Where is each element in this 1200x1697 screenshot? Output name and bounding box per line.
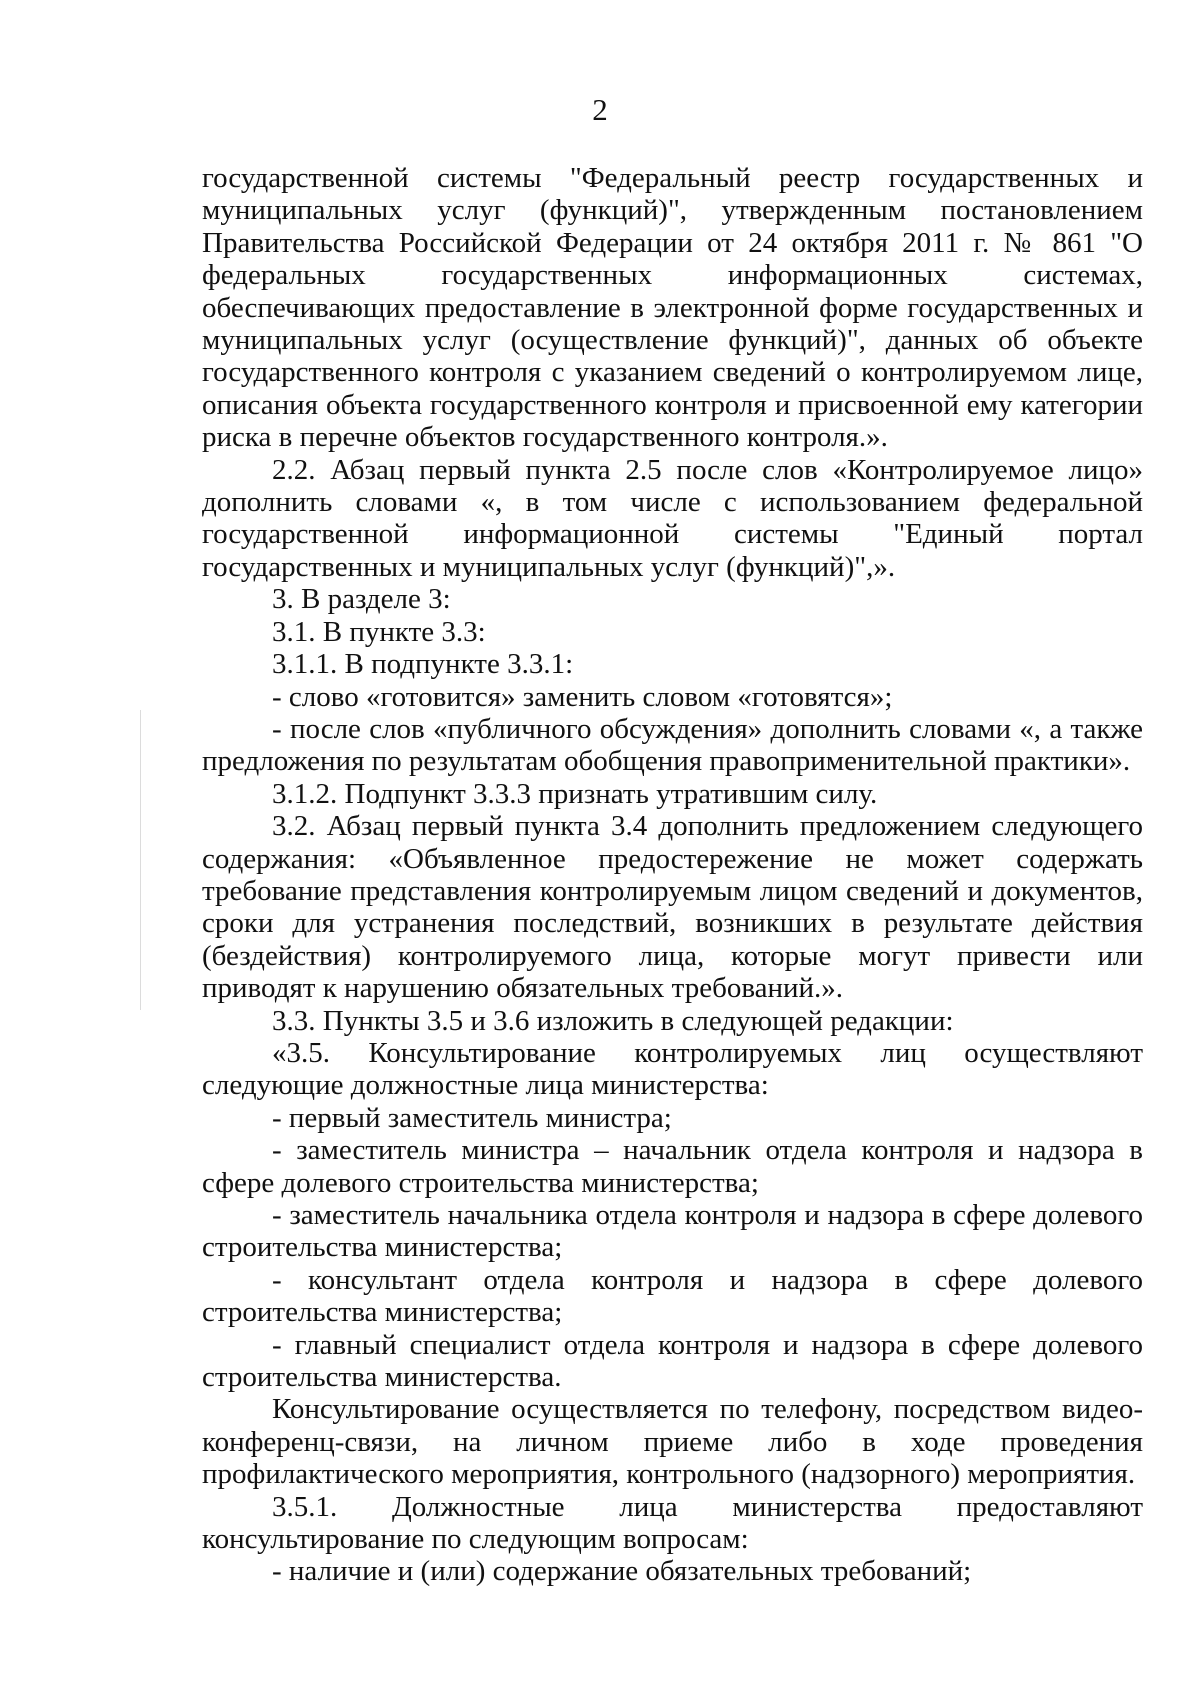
scan-margin-line xyxy=(140,710,141,1010)
paragraph: - после слов «публичного обсуждения» дополнить словами «, а также предложения по результатам обобщения правоприменительной практики». xyxy=(202,712,1143,778)
paragraph: 3.2. Абзац первый пункта 3.4 дополнить предложением следующего содержания: «Объявленное предостережение не может содержать требование представления контролируемым лицом сведений и документов, сроки для устранения последствий, возникших в результате действия (бездействия) контролируемого лица, которые могут привести или приводят к нарушению обязательных требований.». xyxy=(202,810,1143,1005)
paragraph: - первый заместитель министра; xyxy=(272,1101,672,1134)
paragraph: 3.1. В пункте 3.3: xyxy=(272,615,486,648)
paragraph: 3. В разделе 3: xyxy=(272,583,451,616)
paragraph: - слово «готовится» заменить словом «готовятся»; xyxy=(272,680,893,713)
paragraph: - наличие и (или) содержание обязательных требований; xyxy=(272,1555,972,1588)
paragraph: - заместитель начальника отдела контроля и надзора в сфере долевого строительства министерства; xyxy=(202,1199,1143,1264)
paragraph: - консультант отдела контроля и надзора в сфере долевого строительства министерства; xyxy=(202,1263,1143,1329)
paragraph: «3.5. Консультирование контролируемых лиц осуществляют следующие должностные лица министерства: xyxy=(202,1036,1143,1102)
paragraph: - заместитель министра – начальник отдела контроля и надзора в сфере долевого строительства министерства; xyxy=(202,1134,1143,1199)
paragraph: 3.1.2. Подпункт 3.3.3 признать утратившим силу. xyxy=(272,777,878,810)
paragraph: 2.2. Абзац первый пункта 2.5 после слов «Контролируемое лицо» дополнить словами «, в том числе с использованием федеральной государственной информационной системы "Единый портал государственных и муниципальных услуг (функций)",». xyxy=(202,453,1143,583)
page-number: 2 xyxy=(592,92,608,127)
paragraph: 3.1.1. В подпункте 3.3.1: xyxy=(272,648,574,681)
paragraph: государственной системы "Федеральный реестр государственных и муниципальных услуг (функций)", утвержденным постановлением Правительства Российской Федерации от 24 октября 2011 г. № 861 "О федеральных государственных информационных системах, обеспечивающих предоставление в электронной форме государственных и муниципальных услуг (осуществление функций)", данных об объекте государственного контроля с указанием сведений о контролируемом лице, описания объекта государственного контроля и присвоенной ему категории риска в перечне объектов государственного контроля.». xyxy=(202,162,1143,454)
paragraph: Консультирование осуществляется по телефону, посредством видео-конференц-связи, на личном приеме либо в ходе проведения профилактического мероприятия, контрольного (надзорного) мероприятия. xyxy=(202,1393,1143,1491)
paragraph: - главный специалист отдела контроля и надзора в сфере долевого строительства министерства. xyxy=(202,1328,1143,1394)
paragraph: 3.3. Пункты 3.5 и 3.6 изложить в следующей редакции: xyxy=(272,1004,954,1037)
paragraph: 3.5.1. Должностные лица министерства предоставляют консультирование по следующим вопросам: xyxy=(202,1490,1143,1556)
document-body xyxy=(202,162,1143,1588)
